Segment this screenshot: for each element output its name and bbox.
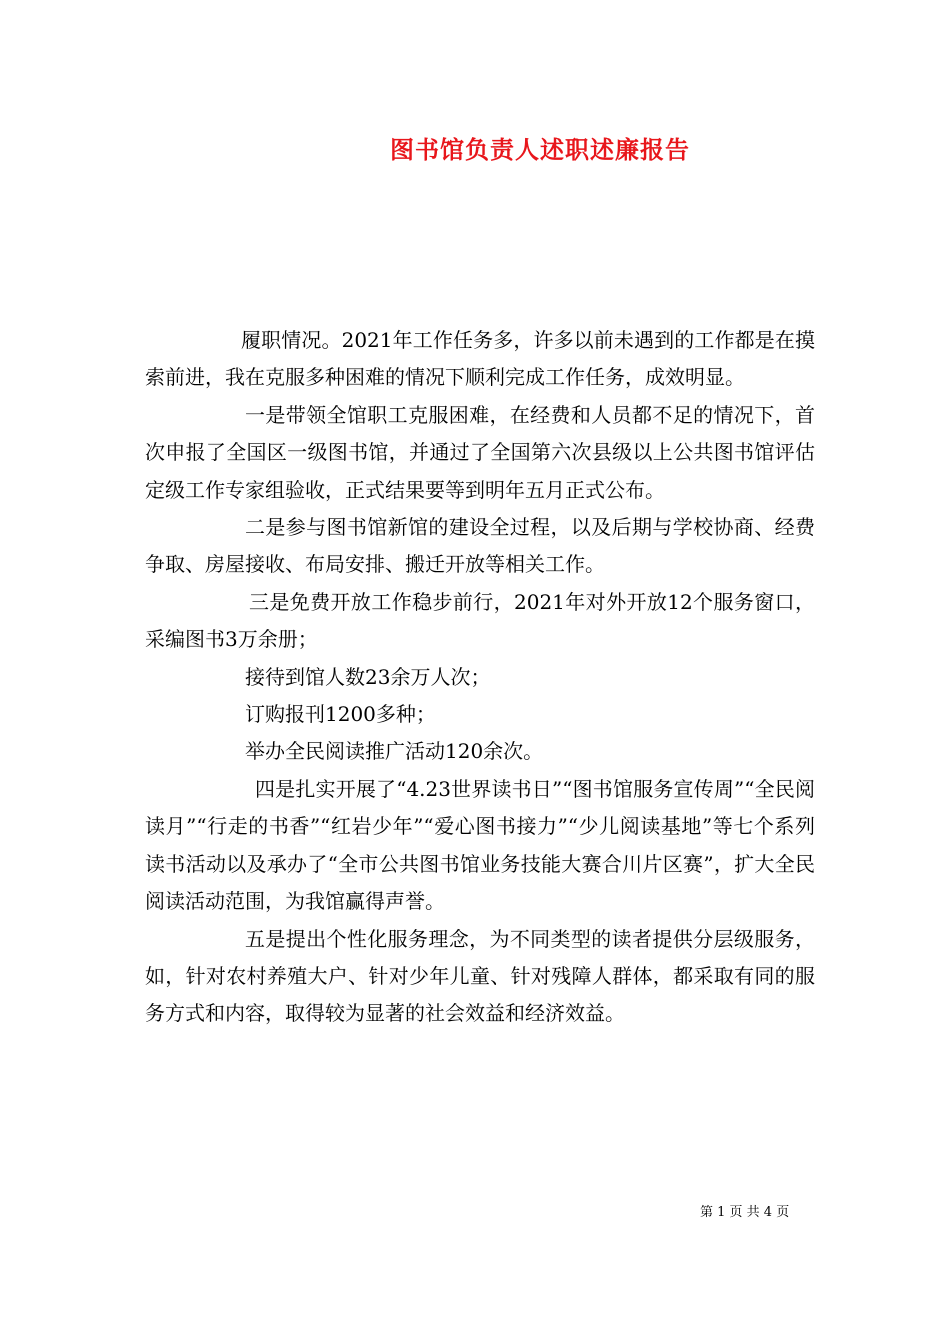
- paragraph-visitors: 接待到馆人数23余万人次；: [245, 664, 491, 689]
- paragraph-reading-events: 举办全民阅读推广活动120余次。: [245, 739, 544, 764]
- paragraph-item-four: 四是扎实开展了“4.23世界读书日”“图书馆服务宣传周”“全民阅读月”“行走的书香”“红岩少年”“爱心图书接力”“少儿阅读基地”等七个系列读书活动以及承办了“全市公共图书馆业务技能大赛合川片区赛”，扩大全民阅读活动范围，为我馆赢得声誉。: [145, 776, 815, 914]
- paragraph-performance-summary: 履职情况。2021年工作任务多，许多以前未遇到的工作都是在摸索前进，我在克服多种困难的情况下顺利完成工作任务，成效明显。: [145, 328, 815, 390]
- paragraph-item-three: 三是免费开放工作稳步前行，2021年对外开放12个服务窗口，采编图书3万余册；: [145, 589, 815, 652]
- document-body: [145, 322, 815, 1033]
- paragraph-periodicals: 订购报刊1200多种；: [245, 702, 436, 727]
- document-title: 图书馆负责人述职述廉报告: [390, 135, 690, 164]
- paragraph-item-two: 二是参与图书馆新馆的建设全过程，以及后期与学校协商、经费争取、房屋接收、布局安排、搬迁开放等相关工作。: [145, 515, 815, 577]
- paragraph-item-one: 一是带领全馆职工克服困难，在经费和人员都不足的情况下，首次申报了全国区一级图书馆，并通过了全国第六次县级以上公共图书馆评估定级工作专家组验收，正式结果要等到明年五月正式公布。: [145, 402, 815, 502]
- paragraph-item-five: 五是提出个性化服务理念，为不同类型的读者提供分层级服务，如，针对农村养殖大户、针对少年儿童、针对残障人群体，都采取有同的服务方式和内容，取得较为显著的社会效益和经济效益。: [145, 926, 815, 1026]
- page-number: 第 1 页 共 4 页: [700, 1205, 790, 1220]
